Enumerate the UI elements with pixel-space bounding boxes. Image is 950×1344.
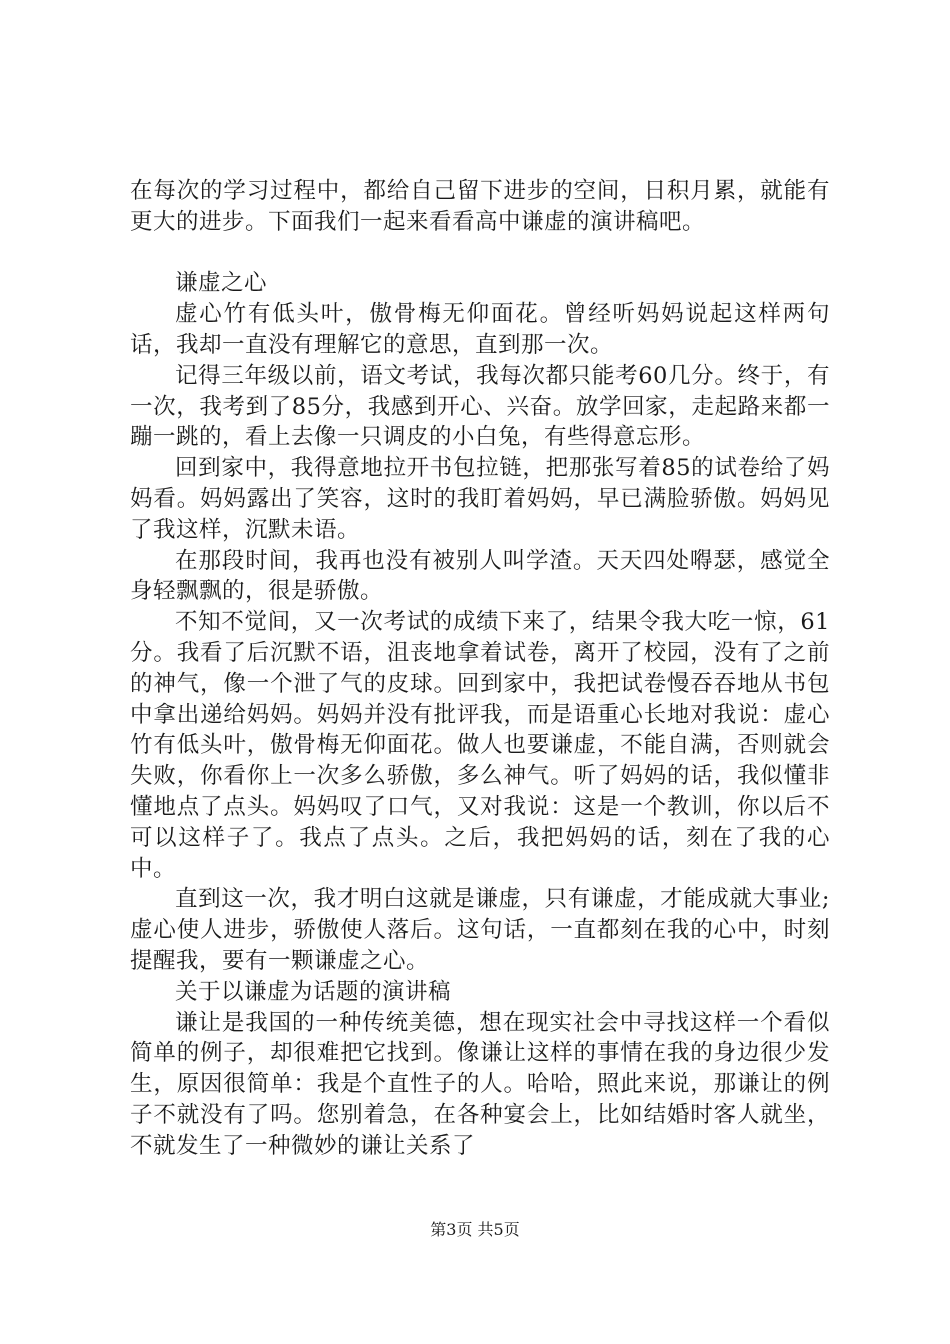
body-paragraph: 记得三年级以前，语文考试，我每次都只能考60几分。终于，有一次，我考到了85分，我感到开心、兴奋。放学回家，走起路来都一蹦一跳的，看上去像一只调皮的小白兔，有些得意忘形。 (130, 362, 830, 451)
essay-title: 关于以谦虚为话题的演讲稿 (175, 978, 452, 1005)
intro-paragraph: 在每次的学习过程中，都给自己留下进步的空间，日积月累，就能有更大的进步。下面我们一起来看看高中谦虚的演讲稿吧。 (130, 178, 830, 235)
body-paragraph: 直到这一次，我才明白这就是谦虚，只有谦虚，才能成就大事业;虚心使人进步，骄傲使人落后。这句话，一直都刻在我的心中，时刻提醒我，要有一颗谦虚之心。 (130, 886, 830, 974)
body-paragraph: 虚心竹有低头叶，傲骨梅无仰面花。曾经听妈妈说起这样两句话，我却一直没有理解它的意思，直到那一次。 (130, 301, 830, 358)
document-body (130, 176, 830, 1162)
body-paragraph: 谦让是我国的一种传统美德，想在现实社会中寻找这样一个看似简单的例子，却很难把它找到。像谦让这样的事情在我的身边很少发生，原因很简单：我是个直性子的人。哈哈，照此来说，那谦让的例子不就没有了吗。您别着急，在各种宴会上，比如结婚时客人就坐，不就发生了一种微妙的谦让关系了 (130, 1009, 830, 1159)
blank-line (130, 238, 830, 269)
body-paragraph: 在那段时间，我再也没有被别人叫学渣。天天四处嘚瑟，感觉全身轻飘飘的，很是骄傲。 (130, 547, 830, 605)
body-paragraph: 回到家中，我得意地拉开书包拉链，把那张写着85的试卷给了妈妈看。妈妈露出了笑容，这时的我盯着妈妈，早已满脸骄傲。妈妈见了我这样，沉默未语。 (130, 455, 830, 543)
body-paragraph: 不知不觉间，又一次考试的成绩下来了，结果令我大吃一惊，61分。我看了后沉默不语，沮丧地拿着试卷，离开了校园，没有了之前的神气，像一个泄了气的皮球。回到家中，我把试卷慢吞吞地从书包中拿出递给妈妈。妈妈并没有批评我，而是语重心长地对我说：虚心竹有低头叶，傲骨梅无仰面花。做人也要谦虚，不能自满，否则就会失败，你看你上一次多么骄傲，多么神气。听了妈妈的话，我似懂非懂地点了点头。妈妈叹了口气，又对我说：这是一个教训，你以后不可以这样子了。我点了点头。之后，我把妈妈的话，刻在了我的心中。 (130, 609, 830, 882)
essay-title: 谦虚之心 (175, 270, 268, 297)
page-number-footer: 第3页 共5页 (430, 1220, 520, 1239)
